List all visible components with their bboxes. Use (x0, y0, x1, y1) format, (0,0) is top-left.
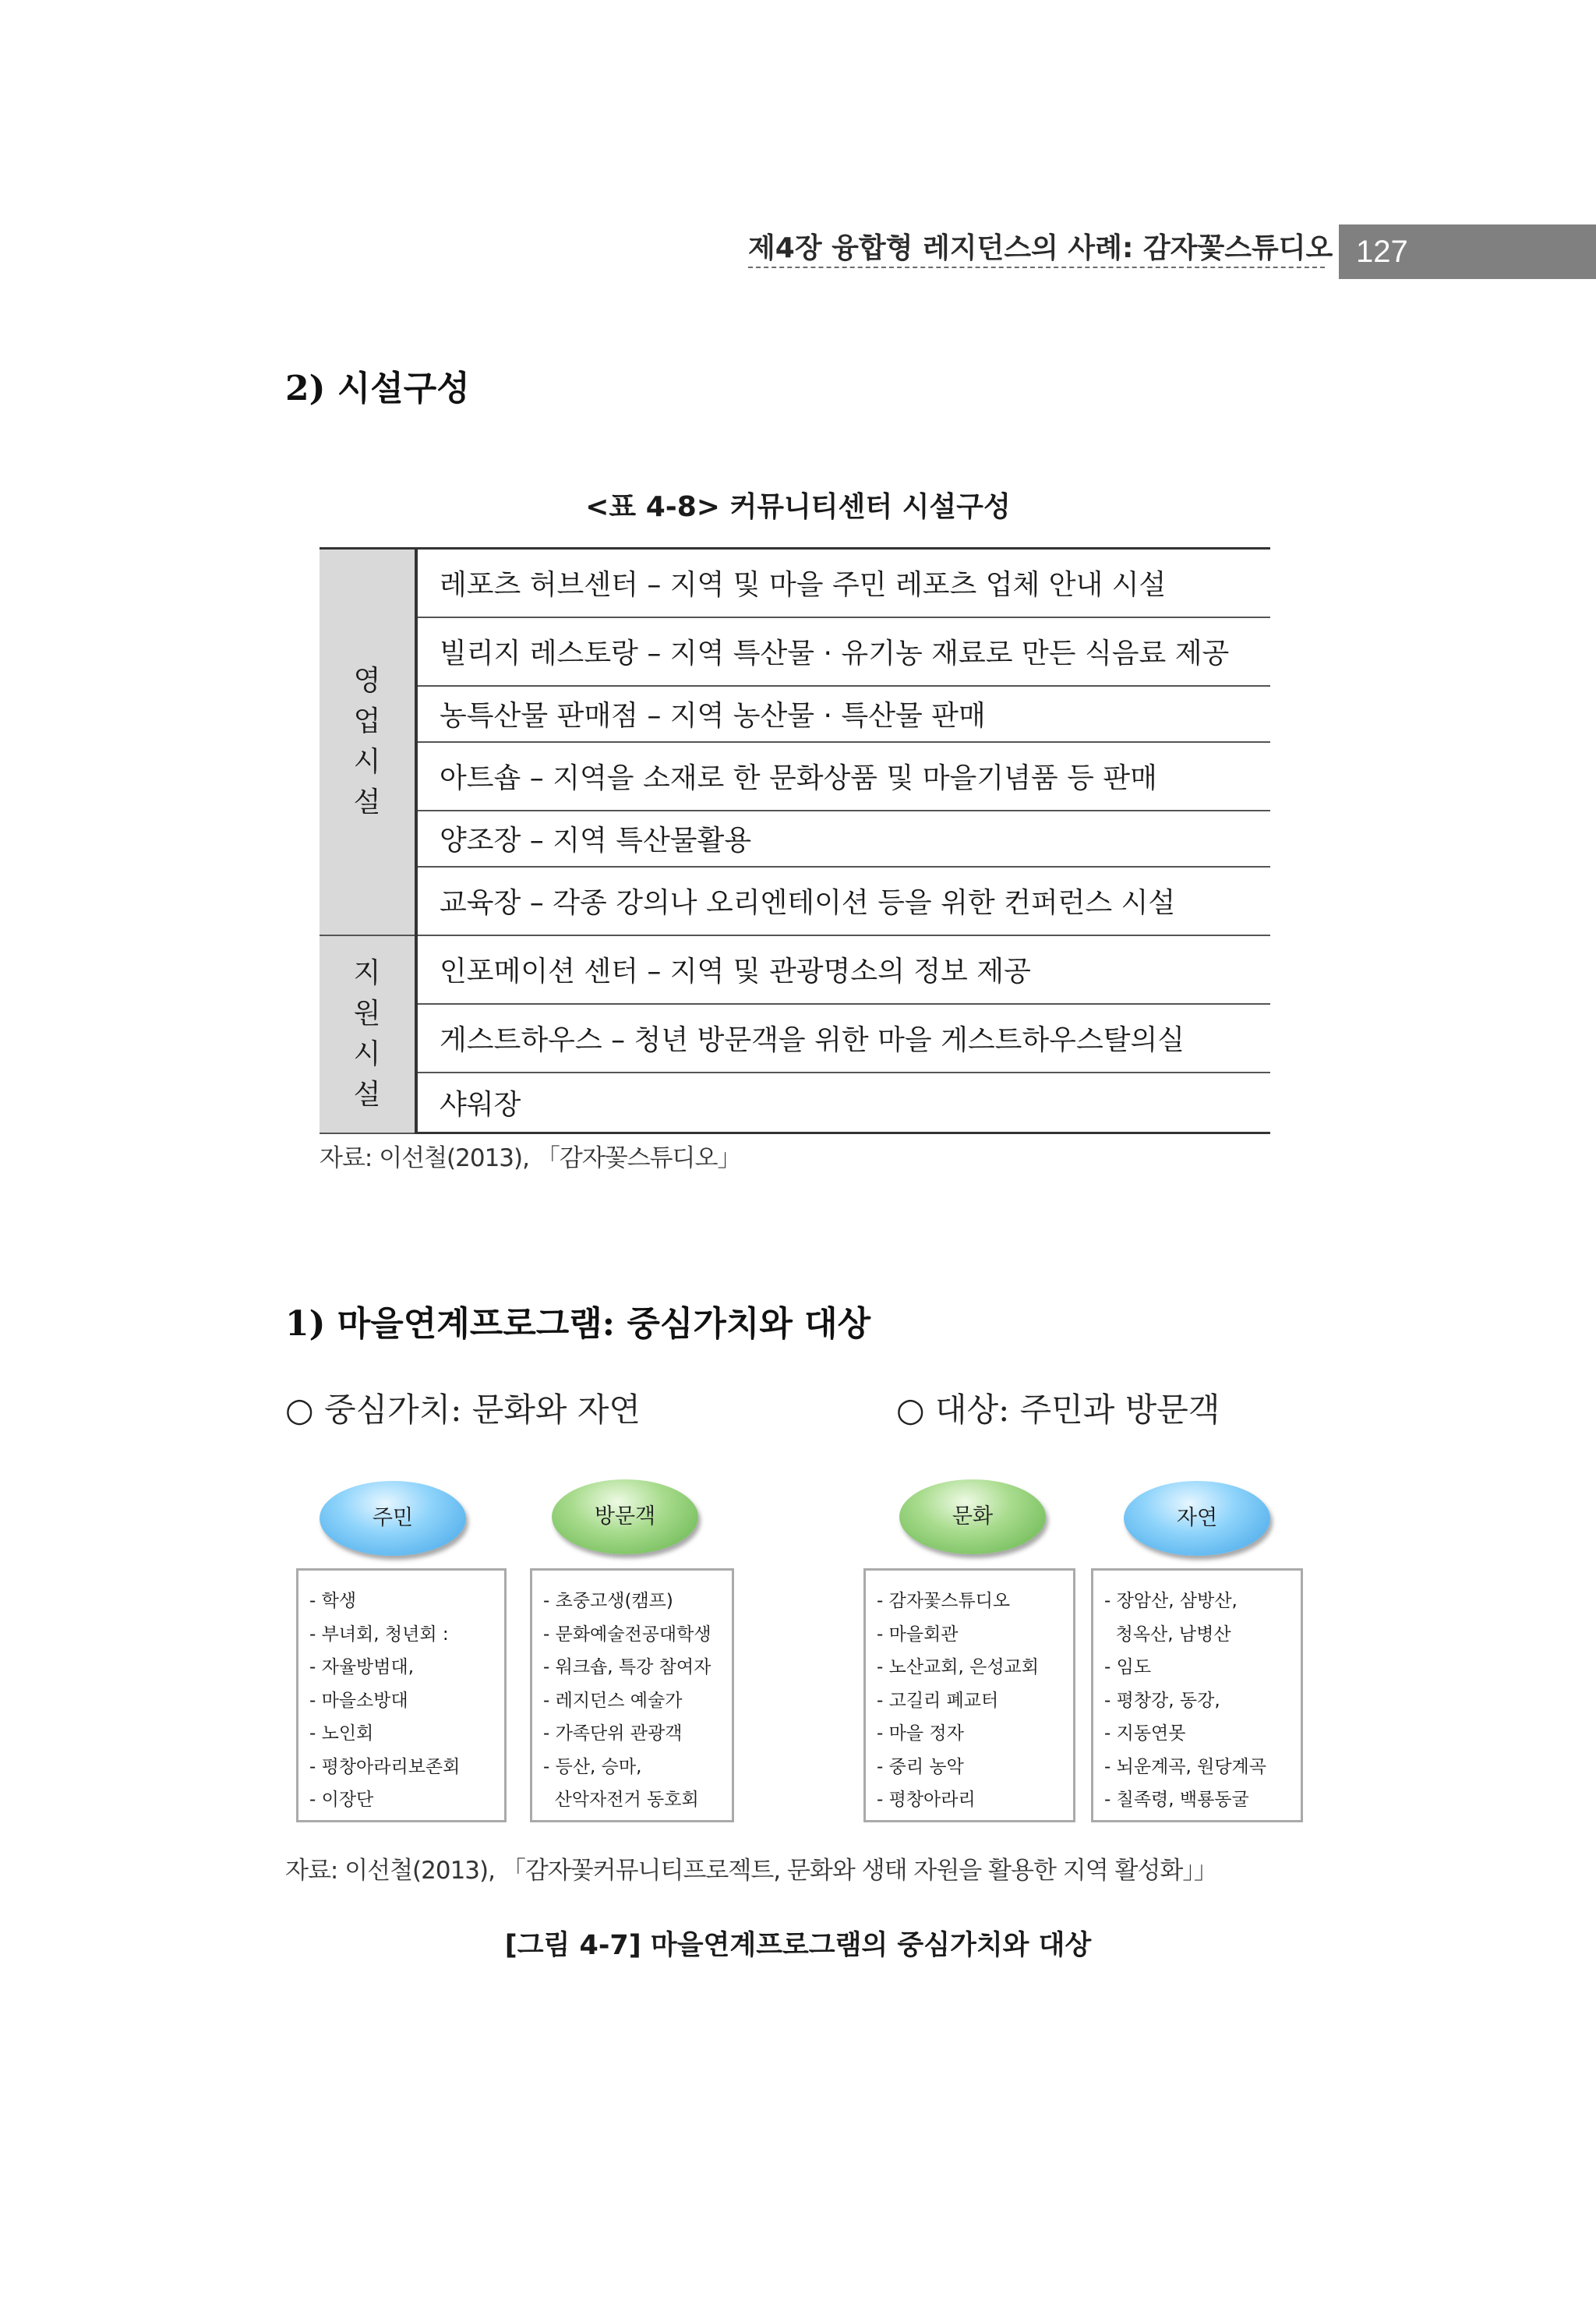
table-cell: 샤워장 (416, 1073, 1270, 1133)
oval-visitors: 방문객 (552, 1479, 698, 1554)
table-row (320, 617, 1270, 686)
list-item: - 노인회 (309, 1723, 374, 1744)
table-cell: 아트숍 – 지역을 소재로 한 문화상품 및 마을기념품 등 판매 (416, 742, 1270, 811)
target-heading: ○ 대상: 주민과 방문객 (896, 1391, 1220, 1429)
table-cell: 빌리지 레스토랑 – 지역 특산물 · 유기농 재료로 만든 식음료 제공 (416, 617, 1270, 686)
list-item: - 워크숍, 특강 참여자 (543, 1657, 711, 1677)
list-item: - 등산, 승마, (543, 1756, 642, 1777)
list-item: - 마을회관 (877, 1624, 959, 1645)
oval-culture: 문화 (899, 1479, 1046, 1554)
list-item: - 가족단위 관광객 (543, 1723, 683, 1744)
visitors-list-box (530, 1568, 734, 1822)
figure-source: 자료: 이선철(2013), 「감자꽃커뮤니티프로젝트, 문화와 생태 자원을 활용한 지역 활성화」」 (285, 1857, 1217, 1885)
facility-table (320, 547, 1270, 1134)
table-row (320, 811, 1270, 867)
list-item: - 평창강, 동강, (1104, 1690, 1220, 1711)
list-item: - 뇌운계곡, 원당계곡 (1104, 1756, 1266, 1777)
list-item: - 학생 (309, 1591, 357, 1611)
program-section-title: 1) 마을연계프로그램: 중심가치와 대상 (285, 1304, 871, 1344)
category-support-facilities: 지 원 시 설 (320, 935, 416, 1133)
table-row (320, 549, 1270, 617)
table-caption: <표 4-8> 커뮤니티센터 시설구성 (585, 491, 1011, 523)
facilities-section-title: 2) 시설구성 (285, 369, 470, 408)
list-item: - 장암산, 삼방산, (1104, 1591, 1238, 1611)
list-item: - 초중고생(캠프) (543, 1591, 673, 1611)
table-cell: 양조장 – 지역 특산물활용 (416, 811, 1270, 867)
core-value-heading: ○ 중심가치: 문화와 자연 (285, 1391, 641, 1429)
oval-residents: 주민 (320, 1481, 466, 1556)
table-row (320, 1004, 1270, 1073)
list-item: 청옥산, 남병산 (1104, 1624, 1231, 1645)
nature-list-box (1091, 1568, 1303, 1822)
list-item: - 마을 정자 (877, 1723, 964, 1744)
category-sales-facilities: 영 업 시 설 (320, 549, 416, 935)
table-cell: 농특산물 판매점 – 지역 농산물 · 특산물 판매 (416, 686, 1270, 742)
list-item: - 레지던스 예술가 (543, 1690, 683, 1711)
page-number: 127 (1339, 224, 1596, 279)
list-item: - 평창아라리 (877, 1790, 976, 1810)
list-item: - 이장단 (309, 1790, 374, 1810)
table-cell: 인포메이션 센터 – 지역 및 관광명소의 정보 제공 (416, 935, 1270, 1004)
table-cell: 교육장 – 각종 강의나 오리엔테이션 등을 위한 컨퍼런스 시설 (416, 867, 1270, 935)
table-row (320, 935, 1270, 1004)
oval-nature: 자연 (1124, 1481, 1270, 1556)
list-item: 산악자전거 동호회 (543, 1790, 699, 1810)
table-cell: 레포츠 허브센터 – 지역 및 마을 주민 레포츠 업체 안내 시설 (416, 549, 1270, 617)
list-item: - 부녀회, 청년회 : (309, 1624, 449, 1645)
list-item: - 평창아라리보존회 (309, 1756, 461, 1777)
list-item: - 임도 (1104, 1657, 1152, 1677)
figure-caption: [그림 4-7] 마을연계프로그램의 중심가치와 대상 (504, 1930, 1092, 1961)
list-item: - 고길리 폐교터 (877, 1690, 999, 1711)
list-item: - 지동연못 (1104, 1723, 1186, 1744)
residents-list-box (296, 1568, 507, 1822)
table-source: 자료: 이선철(2013), 「감자꽃스튜디오」 (320, 1144, 741, 1172)
table-row (320, 742, 1270, 811)
culture-list-box (863, 1568, 1075, 1822)
list-item: - 마을소방대 (309, 1690, 408, 1711)
table-row (320, 867, 1270, 935)
list-item: - 중리 농악 (877, 1756, 964, 1777)
list-item: - 칠족령, 백룡동굴 (1104, 1790, 1249, 1810)
list-item: - 노산교회, 은성교회 (877, 1657, 1039, 1677)
list-item: - 자율방범대, (309, 1657, 415, 1677)
running-header: 제4장 융합형 레지던스의 사례: 감자꽃스튜디오 (748, 231, 1325, 268)
table-row (320, 1073, 1270, 1133)
table-cell: 게스트하우스 – 청년 방문객을 위한 마을 게스트하우스탈의실 (416, 1004, 1270, 1073)
table-row (320, 686, 1270, 742)
list-item: - 문화예술전공대학생 (543, 1624, 711, 1645)
list-item: - 감자꽃스튜디오 (877, 1591, 1011, 1611)
